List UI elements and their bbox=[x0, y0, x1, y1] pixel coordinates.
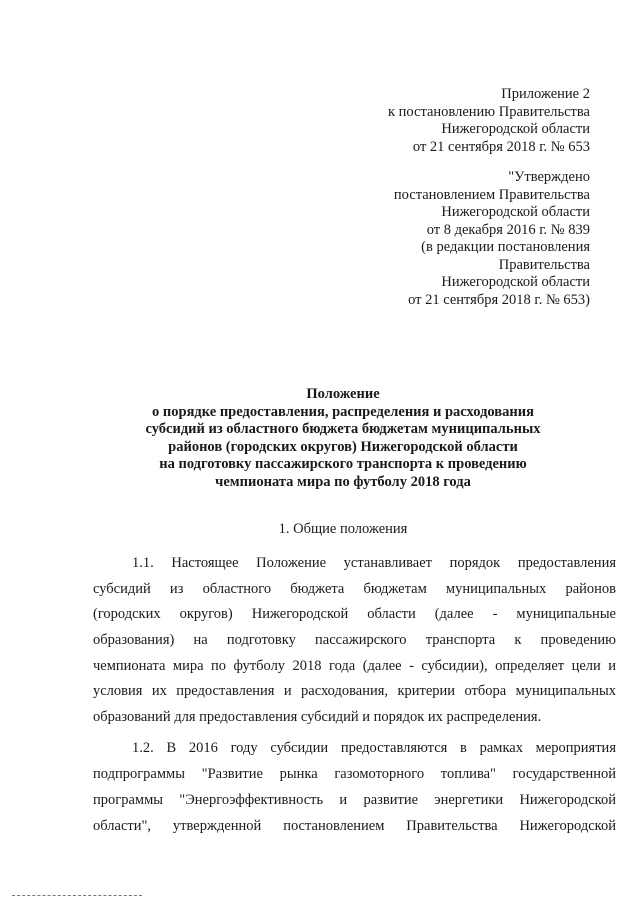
section-heading: 1. Общие положения bbox=[278, 521, 408, 537]
paragraph-line: области", утвержденной постановлением Правительства Нижегородской bbox=[93, 818, 616, 834]
approved-line: (в редакции постановления bbox=[421, 239, 590, 255]
title-line: на подготовку пассажирского транспорта к проведению bbox=[159, 456, 527, 472]
approved-line: Нижегородской области bbox=[441, 274, 590, 290]
paragraph-line: программы "Энергоэффективность и развитие энергетики Нижегородской bbox=[93, 792, 616, 808]
annex-line: Приложение 2 bbox=[501, 86, 590, 102]
paragraph-line: подпрограммы "Развитие рынка газомоторного топлива" государственной bbox=[93, 766, 616, 782]
title-line: районов (городских округов) Нижегородской области bbox=[168, 438, 518, 455]
approved-line: от 21 сентября 2018 г. № 653) bbox=[408, 291, 590, 308]
approved-line: постановлением Правительства bbox=[393, 186, 590, 203]
title-line: о порядке предоставления, распределения и расходования bbox=[152, 403, 534, 420]
approved-line: Правительства bbox=[498, 256, 590, 273]
document-title bbox=[70, 386, 616, 491]
paragraph-line: условия их предоставления и расходования, критерии отбора муниципальных bbox=[93, 683, 616, 699]
paragraph-line: (городских округов) Нижегородской области (далее - муниципальные bbox=[93, 606, 616, 622]
approved-line: Нижегородской области bbox=[441, 204, 590, 220]
approved-line: от 8 декабря 2016 г. № 839 bbox=[426, 221, 590, 238]
title-line: субсидий из областного бюджета бюджетам муниципальных bbox=[145, 421, 541, 437]
paragraph-line: 1.1. Настоящее Положение устанавливает порядок предоставления bbox=[132, 555, 616, 571]
paragraph-line: образований для предоставления субсидий и порядок их распределения. bbox=[93, 709, 542, 725]
annex-line: от 21 сентября 2018 г. № 653 bbox=[412, 138, 590, 155]
annex-line: Нижегородской области bbox=[441, 121, 590, 137]
approved-line: "Утверждено bbox=[508, 169, 590, 185]
title-line: чемпионата мира по футболу 2018 года bbox=[215, 473, 471, 490]
paragraph-line: субсидий из областного бюджета бюджетам муниципальных районов bbox=[93, 581, 616, 597]
paragraph-line: образования) на подготовку пассажирского транспорта к проведению bbox=[93, 632, 616, 648]
annex-reference bbox=[388, 86, 590, 156]
approval-stamp-text bbox=[394, 169, 590, 309]
title-line: Положение bbox=[306, 386, 380, 402]
footer-rule bbox=[12, 895, 142, 897]
paragraph-line: 1.2. В 2016 году субсидии предоставляются в рамках мероприятия bbox=[132, 740, 616, 756]
paragraph-line: чемпионата мира по футболу 2018 года (далее - субсидии), определяет цели и bbox=[93, 658, 616, 674]
annex-line: к постановлению Правительства bbox=[388, 103, 590, 120]
